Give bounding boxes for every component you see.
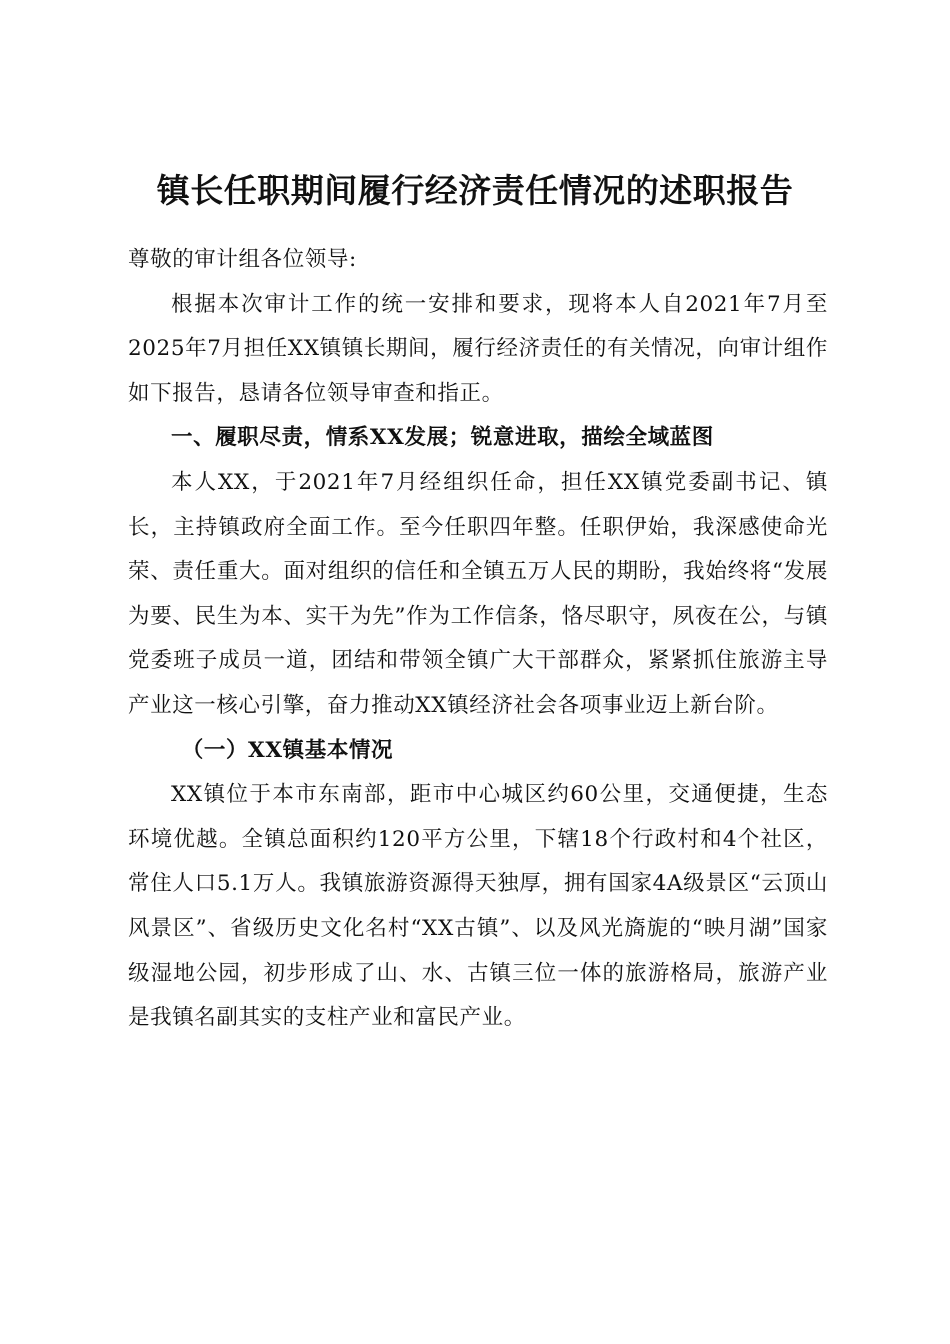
salutation: 尊敬的审计组各位领导: (128, 247, 357, 272)
document-body (128, 238, 828, 1041)
section-heading-1: 一、履职尽责，情系XX发展；锐意进取，描绘全域蓝图 (171, 425, 714, 451)
subsection-heading-1: （一）XX镇基本情况 (181, 737, 394, 763)
subsection-1-paragraph: XX镇位于本市东南部，距市中心城区约60公里，交通便捷，生态环境优越。全镇总面积约120平方公里，下辖18个行政村和4个社区，常住人口5.1万人。我镇旅游资源得天独厚，拥有国家4A级景区“云顶山风景区”、省级历史文化名村“XX古镇”、以及风光旖旎的“映月湖”国家级湿地公园，初步形成了山、水、古镇三位一体的旅游格局，旅游产业是我镇名副其实的支柱产业和富民产业。 (128, 782, 828, 1031)
intro-paragraph: 根据本次审计工作的统一安排和要求，现将本人自2021年7月至2025年7月担任XX镇镇长期间，履行经济责任的有关情况，向审计组作如下报告，恳请各位领导审查和指正。 (128, 291, 828, 406)
section-1-paragraph: 本人XX，于2021年7月经组织任命，担任XX镇党委副书记、镇长，主持镇政府全面工作。至今任职四年整。任职伊始，我深感使命光荣、责任重大。面对组织的信任和全镇五万人民的期盼，我始终将“发展为要、民生为本、实干为先”作为工作信条，恪尽职守，夙夜在公，与镇党委班子成员一道，团结和带领全镇广大干部群众，紧紧抓住旅游主导产业这一核心引擎，奋力推动XX镇经济社会各项事业迈上新台阶。 (128, 469, 828, 718)
document-title: 镇长任职期间履行经济责任情况的述职报告 (156, 171, 794, 210)
